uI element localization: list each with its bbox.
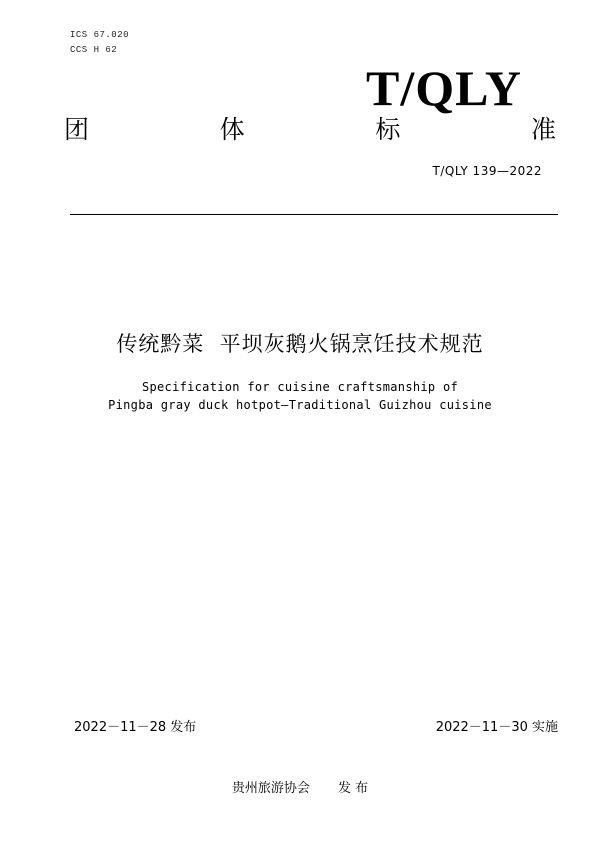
standard-type-char: 标 <box>375 115 401 144</box>
standard-type-char: 团 <box>64 115 90 144</box>
header-divider <box>70 214 558 215</box>
standard-number: T/QLY 139—2022 <box>432 164 542 178</box>
standard-logo: T/QLY <box>365 60 522 116</box>
ics-code: ICS 67.020 <box>70 30 130 40</box>
publisher-name: 贵州旅游协会 <box>231 781 310 796</box>
issue-date: 2022－11－28 发布 <box>74 720 197 735</box>
standard-type-char: 准 <box>530 115 556 144</box>
publisher-action: 发 布 <box>337 781 369 796</box>
chinese-title: 传统黔菜 平坝灰鹅火锅烹饪技术规范 <box>116 332 484 356</box>
publisher-line <box>0 777 600 796</box>
standard-type-char: 体 <box>219 115 245 144</box>
english-title-line-2: Pingba gray duck hotpot—Traditional Guizhou cuisine <box>108 398 492 412</box>
standard-type-heading <box>64 114 556 146</box>
ccs-code: CCS H 62 <box>70 45 118 55</box>
english-title-line-1: Specification for cuisine craftsmanship of <box>141 380 459 394</box>
implementation-date: 2022－11－30 实施 <box>435 720 558 735</box>
